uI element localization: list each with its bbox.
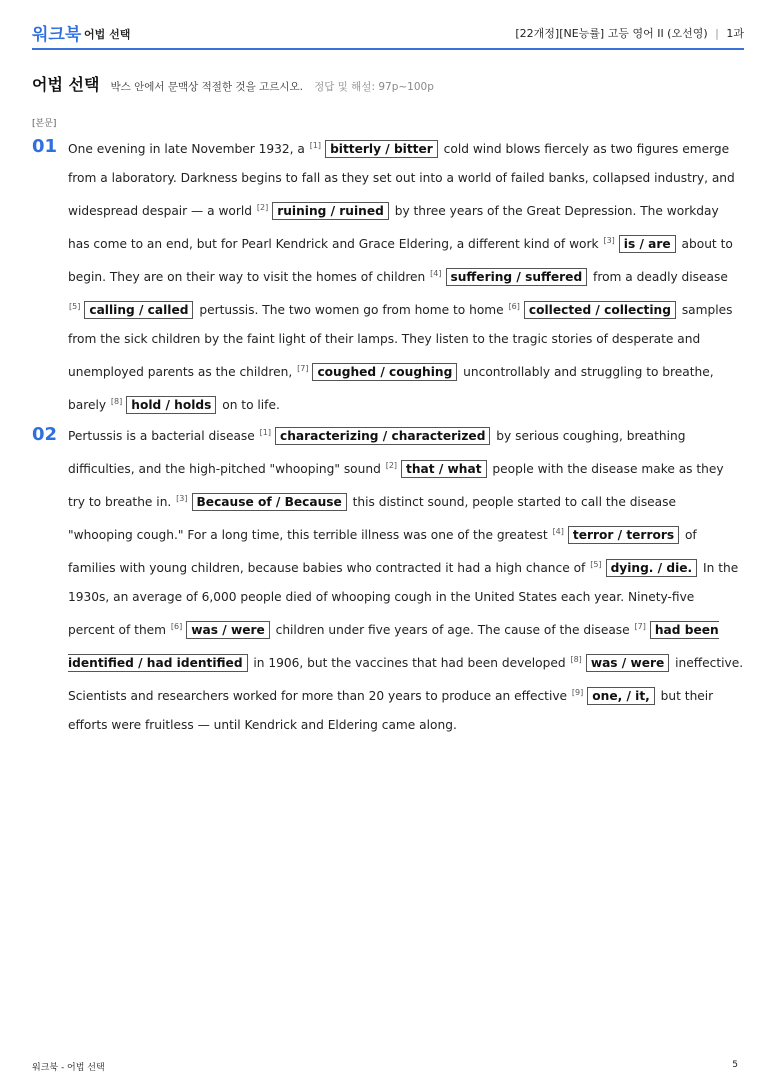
passage-text: cold wind blows fiercely as two figures emerge from a laboratory. Darkness begins to fall as they set out into a world of failed banks, collapsed industry, and widespread despair — a world [68,142,735,218]
choice-box[interactable]: Because of / Because [192,493,347,511]
passage-text: but their efforts were fruitless — until Kendrick and Eldering came along. [68,689,714,732]
choice-box[interactable]: suffering / suffered [446,268,588,286]
passage-text: on to life. [218,398,280,412]
footer-title: 워크북 - 어법 선택 [32,1063,105,1073]
passage-text: ineffective. Scientists and researchers worked for more than 20 years to produce an effective [68,656,744,703]
passage-text: in 1906, but the vaccines that had been developed [249,656,570,670]
passage-text: by serious coughing, breathing difficulties, and the high-pitched "whooping" sound [68,429,686,476]
blank-marker: [8] [570,655,582,664]
blank-marker: [1] [259,428,271,437]
choice-box[interactable]: is / are [619,235,676,253]
brand-title: 워크북 [32,25,82,45]
blank-marker: [4] [430,269,442,278]
header-book-info [515,25,744,41]
choice-box[interactable]: calling / called [84,301,193,319]
passage-text: people with the disease make as they try to breathe in. [68,462,724,509]
choice-box[interactable]: bitterly / bitter [325,140,438,158]
blank-marker: [2] [385,461,398,470]
passage-text: Pertussis is a bacterial disease [68,429,259,443]
passage-text: In the 1930s, an average of 6,000 people died of whooping cough in the United States each year. Ninety-five percent of them [68,561,739,637]
question-number-2: 02 [32,424,58,445]
header-separator: | [715,27,719,40]
passage-text: this distinct sound, people started to call the disease "whooping cough." For a long time, this terrible illness was one of the greatest [68,495,676,542]
passage-2 [68,418,744,740]
header-subtitle: 어법 선택 [84,28,131,41]
passage-1 [68,131,744,420]
page-title: 어법 선택 [32,75,100,94]
passage-text: by three years of the Great Depression. The workday has come to an end, but for Pearl Kendrick and Grace Eldering, a different kind of work [68,204,719,251]
blank-marker: [7] [297,364,309,373]
answer-reference: 정답 및 해설: 97p~100p [314,81,434,93]
choice-box[interactable]: one, / it, [587,687,655,705]
book-title: [22개정][NE능률] 고등 영어 II (오선영) [515,27,708,40]
blank-marker: [4] [552,527,564,536]
choice-box[interactable]: that / what [401,460,486,478]
choice-box[interactable]: coughed / coughing [312,363,457,381]
blank-marker: [3] [176,494,188,503]
passage-text: pertussis. The two women go from home to home [195,303,508,317]
blank-marker: [6] [170,622,183,631]
choice-box[interactable]: was / were [186,621,269,639]
choice-box[interactable]: hold / holds [126,396,216,414]
section-label: [본문] [32,119,57,129]
title-row [32,72,744,95]
choice-box[interactable]: characterizing / characterized [275,427,490,445]
passage-text: uncontrollably and struggling to breathe, barely [68,365,714,412]
blank-marker: [1] [309,141,322,150]
blank-marker: [3] [603,236,615,245]
blank-marker: [2] [256,203,269,212]
passage-text: about to begin. They are on their way to visit the homes of children [68,237,733,284]
instruction-text: 박스 안에서 문맥상 적절한 것을 고르시오. [110,81,303,93]
choice-box[interactable]: dying. / die. [606,559,698,577]
choice-box[interactable]: collected / collecting [524,301,676,319]
blank-marker: [5] [590,560,602,569]
choice-box[interactable]: terror / terrors [568,526,679,544]
page-number: 5 [732,1060,738,1070]
blank-marker: [6] [508,302,520,311]
passage-text: samples from the sick children by the faint light of their lamps. They listen to the tragic stories of desperate and unemployed parents as the children, [68,303,733,379]
passage-text: of families with young children, because babies who contracted it had a high chance of [68,528,697,575]
page-header [32,18,744,50]
blank-marker: [5] [69,302,81,311]
choice-box[interactable]: was / were [586,654,669,672]
choice-box[interactable]: had been identified / had identified [68,623,719,670]
question-number-1: 01 [32,136,58,157]
blank-marker: [8] [110,397,123,406]
blank-marker: [9] [571,688,584,697]
choice-box[interactable]: ruining / ruined [272,202,389,220]
blank-marker: [7] [634,622,646,631]
passage-text: from a deadly disease [589,270,728,284]
passage-text: children under five years of age. The cause of the disease [271,623,634,637]
passage-text: One evening in late November 1932, a [68,142,309,156]
lesson-label: 1과 [726,27,744,40]
